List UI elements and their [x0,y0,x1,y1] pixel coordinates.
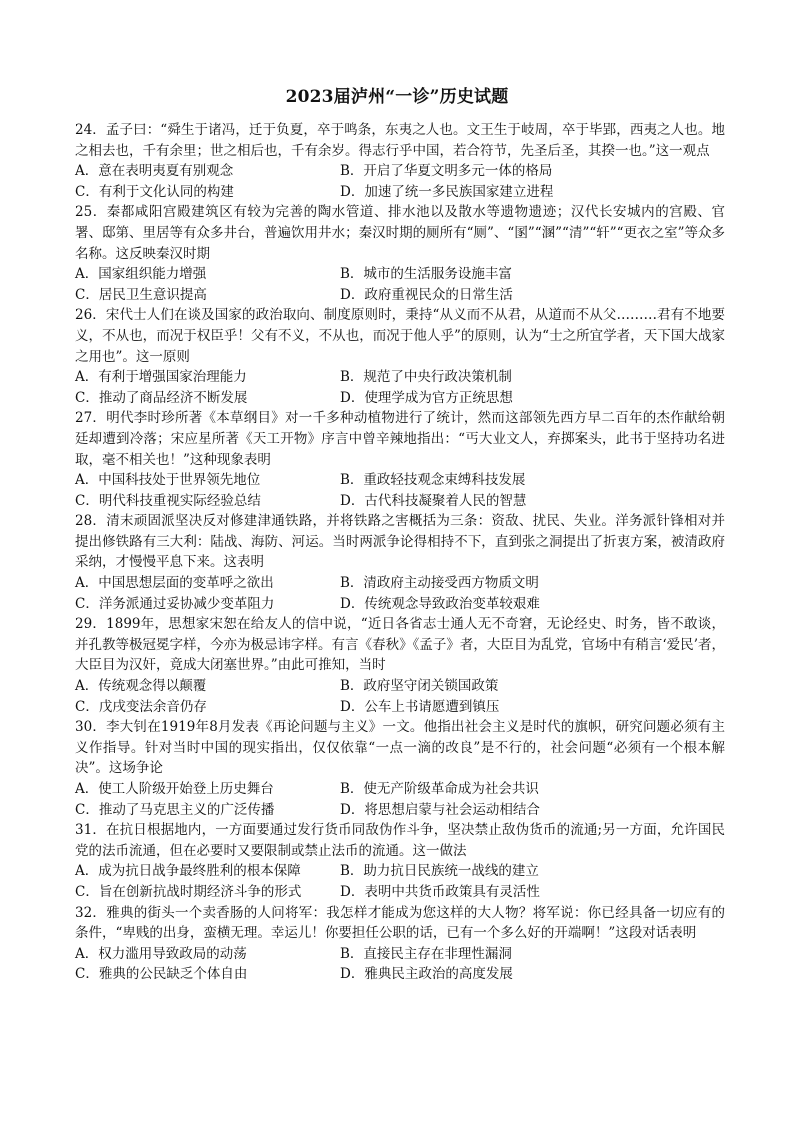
option-grid [75,470,725,511]
question-29 [75,614,725,717]
option-c: C．居民卫生意识提高 [75,286,207,303]
option-d: D．将思想启蒙与社会运动相结合 [340,801,540,818]
option-c: C．雅典的公民缺乏个体自由 [75,966,248,983]
option-d: D．表明中共货币政策具有灵活性 [340,883,540,900]
option-a: A．有利于增强国家治理能力 [75,369,247,386]
option-b: B．清政府主动接受西方物质文明 [340,575,539,592]
option-grid [75,944,725,985]
option-grid [75,161,725,202]
option-b: B．规范了中央行政决策机制 [340,369,512,386]
option-b: B．助力抗日民族统一战线的建立 [340,863,539,880]
question-27 [75,408,725,511]
option-d: D．加速了统一多民族国家建立进程 [340,183,554,200]
option-c: C．戊戌变法余音仍存 [75,698,207,715]
option-a: A．中国思想层面的变革呼之欲出 [75,575,274,592]
question-stem: 24．孟子曰：“舜生于诸冯，迁于负夏，卒于鸣条，东夷之人也。文王生于岐周，卒于毕郢，西夷之人也。地之相去也，千有余里；世之相后也，千有余岁。得志行乎中国，若合符节，先圣后圣，其揆一也。”这一观点 [75,122,725,159]
question-30 [75,717,725,820]
option-b: B．使无产阶级革命成为社会共识 [340,781,539,797]
question-stem: 26．宋代士人们在谈及国家的政治取向、制度原则时，秉持“从义而不从君，从道而不从父………君有不地要义，不从也，而况于权臣乎！父有不义，不从也，而况于他人乎”的原则，认为“士之所宜学者，天下国大战家之用也”。这一原则 [75,307,725,365]
option-grid [75,264,725,305]
question-stem: 27．明代李时珍所著《本草纲目》对一千多种动植物进行了统计，然而这部领先西方早二百年的杰作献给朝廷却遭到冷落；宋应星所著《天工开物》序言中曾辛辣地指出：“丐大业文人，弃掷案头，此书于坚持功名进取，毫不相关也！”这种现象表明 [75,410,725,468]
option-d: D．古代科技凝聚着人民的智慧 [340,492,527,509]
option-a: A．权力滥用导致政局的动荡 [75,945,247,962]
option-c: C．洋务派通过妥协减少变革阻力 [75,595,275,612]
question-stem: 28．清末顽固派坚决反对修建津通铁路，并将铁路之害概括为三条：资敌、扰民、失业。洋务派针锋相对并提出修铁路有三大利：陆战、海防、河运。当时两派争论得相持不下，直到张之洞提出了折衷方案，被清政府采纳，才慢慢平息下来。这表明 [75,513,725,571]
option-c: C．旨在创新抗战时期经济斗争的形式 [75,883,302,900]
option-d: D．传统观念导致政治变革较艰难 [340,595,540,612]
question-stem: 25．秦都咸阳宫殿建筑区有较为完善的陶水管道、排水池以及散水等遗物遗迹；汉代长安城内的宫殿、官署、邸第、里居等有众多井台，普遍饮用井水；秦汉时期的厕所有“厕”、“圂”“溷”“清”“轩”“更衣之室”等众多名称。这反映秦汉时期 [75,204,725,262]
option-c: C．有利于文化认同的构建 [75,183,234,200]
option-a: A．使工人阶级开始登上历史舞台 [75,781,274,797]
option-c: C．推动了马克思主义的广泛传播 [75,801,275,818]
option-a: A．中国科技处于世界领先地位 [75,472,261,489]
question-25 [75,202,725,305]
option-b: B．开启了华夏文明多元一体的格局 [340,163,553,180]
option-grid [75,779,725,820]
option-d: D．公车上书请愿遭到镇压 [340,698,500,715]
option-d: D．雅典民主政治的高度发展 [340,966,513,983]
question-stem: 30．李大钊在1919年8月发表《再论问题与主义》一文。他指出社会主义是时代的旗帜，研究问题必须有主义作指导。针对当时中国的现实指出，仅仅依靠“一点一滴的改良”是不行的，社会问题“必须有一个根本解决”。这场争论 [75,719,725,777]
option-grid [75,573,725,614]
question-stem: 31．在抗日根据地内，一方面要通过发行货币同敌伪作斗争，坚决禁止敌伪货币的流通;另一方面，允许国民党的法币流通，但在必要时又要限制或禁止法币的流通。这一做法 [75,822,725,859]
option-d: D．政府重视民众的日常生活 [340,286,513,303]
question-28 [75,511,725,614]
option-a: A．成为抗日战争最终胜利的根本保障 [75,863,301,880]
option-grid [75,367,725,408]
option-b: B．城市的生活服务设施丰富 [340,266,512,283]
option-c: C．明代科技重视实际经验总结 [75,492,261,509]
option-d: D．使理学成为官方正统思想 [340,389,513,406]
option-c: C．推动了商品经济不断发展 [75,389,248,406]
option-grid [75,676,725,717]
question-32 [75,903,725,985]
option-b: B．重政轻技观念束缚科技发展 [340,472,526,489]
option-grid [75,861,725,902]
question-stem: 32．雅典的街头一个卖香肠的人问将军：我怎样才能成为您这样的大人物？将军说：你已经具备一切应有的条件，“卑贱的出身，蛮横无理。幸运儿！你要担任公职的话，已有一个多么好的开端啊！”这段对话表明 [75,904,725,942]
question-31 [75,820,725,902]
exam-title: 2023届泸州“一诊”历史试题 [285,87,509,107]
question-26 [75,305,725,408]
option-a: A．国家组织能力增强 [75,266,207,283]
question-stem: 29．1899年，思想家宋恕在给友人的信中说，“近日各省志士通人无不奇窘，无论经史、时务，皆不敢谈，并孔教等极冠冕字样，今亦为极忌讳字样。有言《春秋》《孟子》者，大臣目为乱党，官场中有稍言‘爱民’者，大臣目为汉奸，竟成大闭塞世界。”由此可推知，当时 [75,616,725,674]
option-a: A．传统观念得以颠覆 [75,678,207,695]
option-a: A．意在表明夷夏有别观念 [75,163,234,180]
questions-list [75,120,725,985]
option-b: B．直接民主存在非理性漏洞 [340,945,512,962]
question-24 [75,120,725,202]
option-b: B．政府坚守闭关锁国政策 [340,678,499,695]
